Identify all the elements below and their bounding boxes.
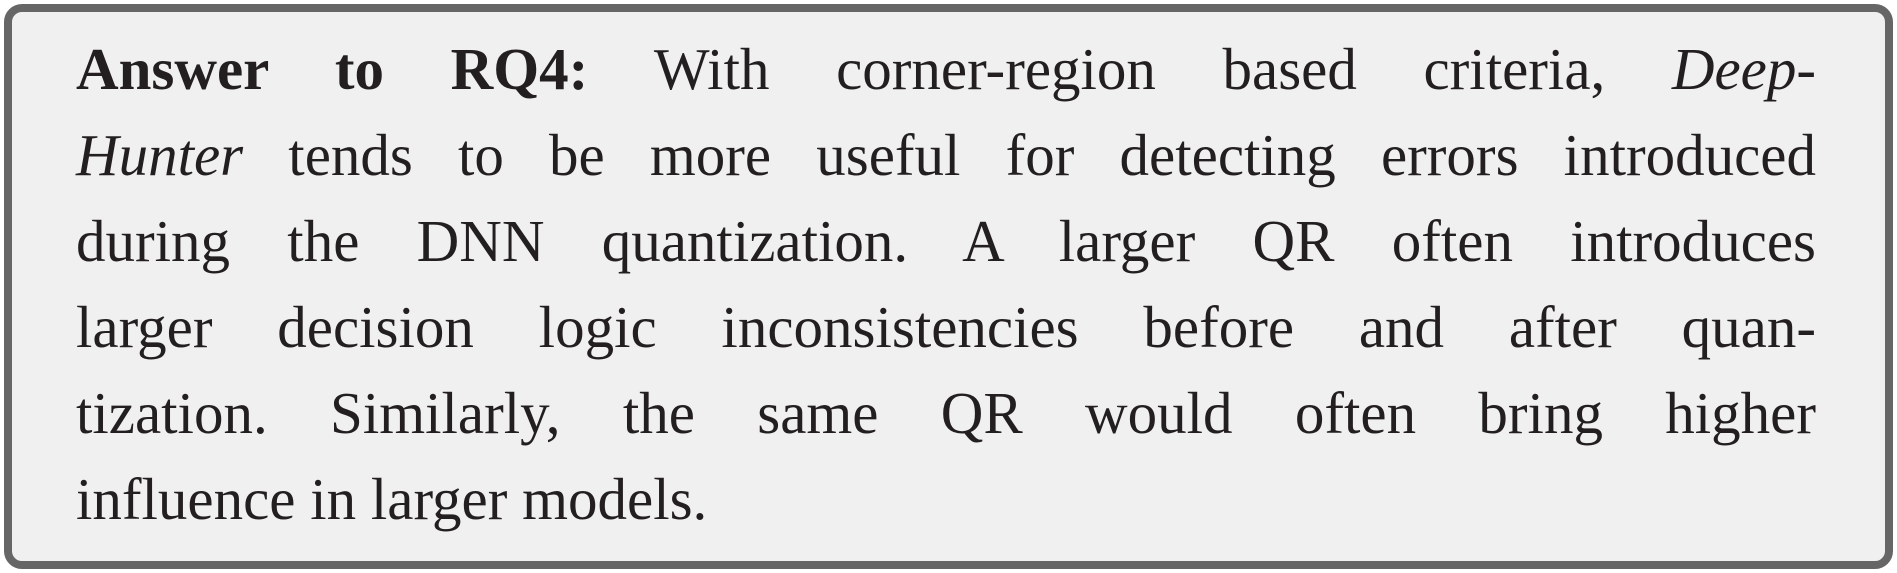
answer-text — [76, 26, 1816, 542]
answer-line-5: tization. Similarly, the same QR would often bring higher — [76, 380, 1816, 446]
answer-line-2-text: tends to be more useful for detecting errors introduced — [243, 122, 1816, 188]
tool-name-deephunter-part2: Hunter — [76, 122, 244, 188]
answer-line-4: larger decision logic inconsistencies before and after quan- — [76, 294, 1816, 360]
answer-label: Answer to RQ4: — [76, 36, 589, 102]
answer-line-1 — [76, 26, 1816, 112]
answer-line-6: influence in larger models. — [76, 466, 708, 532]
tool-name-deephunter-part1: Deep- — [1671, 36, 1816, 102]
answer-line-2 — [76, 112, 1816, 198]
answer-line-3: during the DNN quantization. A larger QR often introduces — [76, 208, 1816, 274]
answer-line-1-text: With corner-region based criteria, — [588, 36, 1672, 102]
